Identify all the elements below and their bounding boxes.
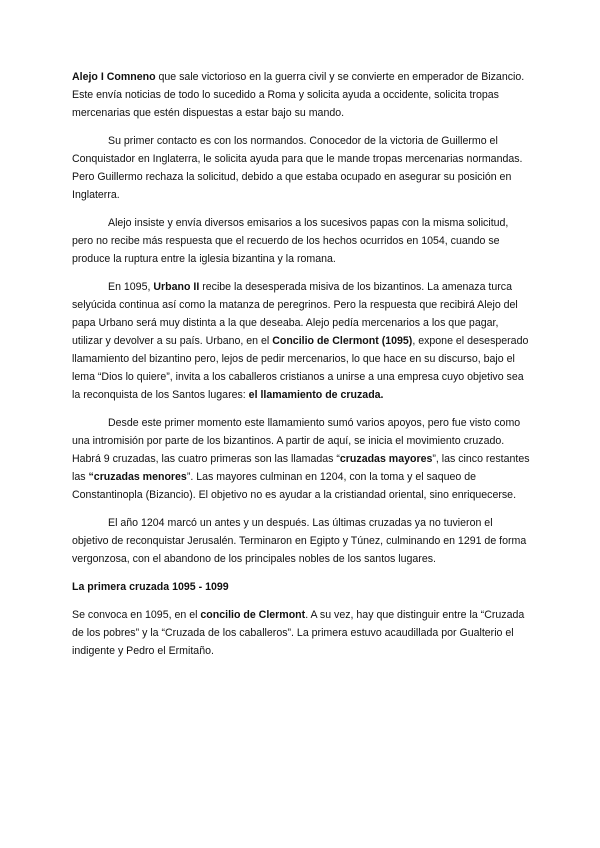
bold-text: cruzadas mayores: [339, 453, 433, 465]
bold-text: Urbano II: [153, 281, 200, 293]
paragraph-text: ”. Las mayores culminan en 1204, con la toma y el saqueo de Constantinopla (Bizancio). El objetivo no es ayudar a la cristiandad oriental, sino enriquecerse.: [72, 471, 517, 501]
paragraph-6: [72, 514, 530, 568]
bold-text: Alejo I Comneno: [72, 71, 156, 83]
paragraph-3: [72, 214, 530, 268]
paragraph-text: ”, las cinco restantes las: [72, 453, 530, 483]
bold-text: el llamamiento de cruzada.: [248, 389, 384, 401]
paragraph-text: El año 1204 marcó un antes y un después. Las últimas cruzadas ya no tuvieron el objetivo de reconquistar Jerusalén. Terminaron en Egipto y Túnez, culminando en 1291 de forma vergonzosa, con el abandono de los principales nobles de los santos lugares.: [72, 517, 527, 565]
paragraph-1: [72, 68, 530, 122]
paragraph-text: . A su vez, hay que distinguir entre la “Cruzada de los pobres” y la “Cruzada de los caballeros”. La primera estuvo acaudillada por Gualterio el indigente y Pedro el Ermitaño.: [72, 609, 525, 657]
paragraph-text: Alejo insiste y envía diversos emisarios a los sucesivos papas con la misma solicitud, pero no recibe más respuesta que el recuerdo de los hechos ocurridos en 1054, cuando se produce la ruptura entre la iglesia bizantina y la romana.: [72, 217, 509, 265]
paragraph-text: Desde este primer momento este llamamiento sumó varios apoyos, pero fue visto como una intromisión por parte de los bizantinos. A partir de aquí, se inicia el movimiento cruzado. Habrá 9 cruzadas, las cuatro primeras son las llamadas “: [72, 417, 521, 465]
paragraph-7: [72, 606, 530, 660]
paragraph-text: En 1095,: [108, 281, 154, 293]
bold-text: “cruzadas menores: [88, 471, 187, 483]
bold-text: Concilio de Clermont (1095): [272, 335, 413, 347]
paragraph-text: Su primer contacto es con los normandos. Conocedor de la victoria de Guillermo el Conquistador en Inglaterra, le solicita ayuda para que le mande tropas mercenarias normandas. Pero Guillermo rechaza la solicitud, debido a que estaba ocupado en asegurar su posición en Inglaterra.: [72, 135, 523, 201]
paragraph-2: [72, 132, 530, 204]
paragraph-text: que sale victorioso en la guerra civil y se convierte en emperador de Bizancio. Este envía noticias de todo lo sucedido a Roma y solicita ayuda a occidente, solicita tropas mercenarias que estén dispuestas a estar bajo su mando.: [72, 71, 525, 119]
paragraph-5: [72, 414, 530, 504]
paragraph-text: , expone el desesperado llamamiento del bizantino pero, lejos de pedir mercenarios, lo que hace en su discurso, bajo el lema “Dios lo quiere”, invita a los caballeros cristianos a unirse a una empresa cuyo objetivo sea la reconquista de los Santos lugares:: [72, 335, 529, 401]
section-heading: La primera cruzada 1095 - 1099: [72, 581, 229, 593]
bold-text: concilio de Clermont: [200, 609, 306, 621]
paragraph-text: Se convoca en 1095, en el: [72, 609, 201, 621]
paragraph-4: [72, 278, 530, 404]
paragraph-text: recibe la desesperada misiva de los bizantinos. La amenaza turca selyúcida continua así como la matanza de peregrinos. Pero la respuesta que recibirá Alejo del papa Urbano será muy distinta a la que deseaba. Alejo pedía mercenarios a los que pagar, utilizar y devolver a su país. Urbano, en el: [72, 281, 518, 347]
